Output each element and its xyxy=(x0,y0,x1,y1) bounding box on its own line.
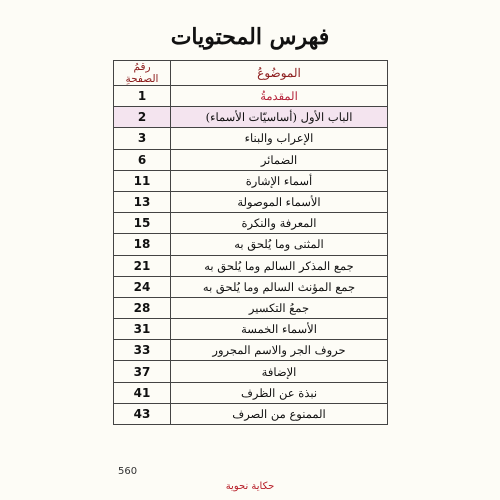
row-topic: المثنى وما يُلحق به xyxy=(171,234,388,255)
table-row xyxy=(114,340,388,361)
topic-column-header: الموضُوعُ xyxy=(171,61,388,86)
row-page: 28 xyxy=(114,297,171,318)
table-row xyxy=(114,403,388,424)
row-topic: جمع المؤنث السالم وما يُلحق به xyxy=(171,276,388,297)
row-topic: حروف الجر والاسم المجرور xyxy=(171,340,388,361)
row-topic: الباب الأول (أساسيّات الأسماء) xyxy=(171,107,388,128)
table-row xyxy=(114,297,388,318)
row-topic: المعرفة والنكرة xyxy=(171,213,388,234)
row-topic: الإعراب والبناء xyxy=(171,128,388,149)
table-row xyxy=(114,107,388,128)
row-topic: جمع المذكر السالم وما يُلحق به xyxy=(171,255,388,276)
row-page: 41 xyxy=(114,382,171,403)
table-row xyxy=(114,234,388,255)
row-page: 31 xyxy=(114,319,171,340)
page-number: 560 xyxy=(118,466,138,477)
row-page: 24 xyxy=(114,276,171,297)
page-title: فهرس المحتويات xyxy=(170,24,330,50)
page-column-header: رقمُ الصفحةِ xyxy=(114,61,171,86)
row-topic: نبذة عن الظرف xyxy=(171,382,388,403)
table-row xyxy=(114,319,388,340)
row-topic: جمعُ التكسير xyxy=(171,297,388,318)
table-row xyxy=(114,276,388,297)
table-row xyxy=(114,191,388,212)
row-page: 2 xyxy=(114,107,171,128)
row-topic: الضمائر xyxy=(171,149,388,170)
table-row xyxy=(114,213,388,234)
row-page: 37 xyxy=(114,361,171,382)
row-topic: أسماء الإشارة xyxy=(171,170,388,191)
row-topic: الأسماء الموصولة xyxy=(171,191,388,212)
table-row xyxy=(114,361,388,382)
table-row xyxy=(114,149,388,170)
row-page: 21 xyxy=(114,255,171,276)
row-topic: الأسماء الخمسة xyxy=(171,319,388,340)
contents-table xyxy=(113,60,388,425)
row-topic: الإضافة xyxy=(171,361,388,382)
row-page: 3 xyxy=(114,128,171,149)
row-page: 13 xyxy=(114,191,171,212)
row-page: 33 xyxy=(114,340,171,361)
row-topic: المقدمةُ xyxy=(171,86,388,107)
table-row xyxy=(114,86,388,107)
table-row xyxy=(114,170,388,191)
row-page: 18 xyxy=(114,234,171,255)
row-page: 6 xyxy=(114,149,171,170)
table-row xyxy=(114,382,388,403)
table-header-row xyxy=(114,61,388,86)
row-page: 15 xyxy=(114,213,171,234)
table-row xyxy=(114,128,388,149)
row-topic: الممنوع من الصرف xyxy=(171,403,388,424)
row-page: 11 xyxy=(114,170,171,191)
footer-brand: حكاية نحوية xyxy=(225,481,275,492)
row-page: 43 xyxy=(114,403,171,424)
table-row xyxy=(114,255,388,276)
row-page: 1 xyxy=(114,86,171,107)
